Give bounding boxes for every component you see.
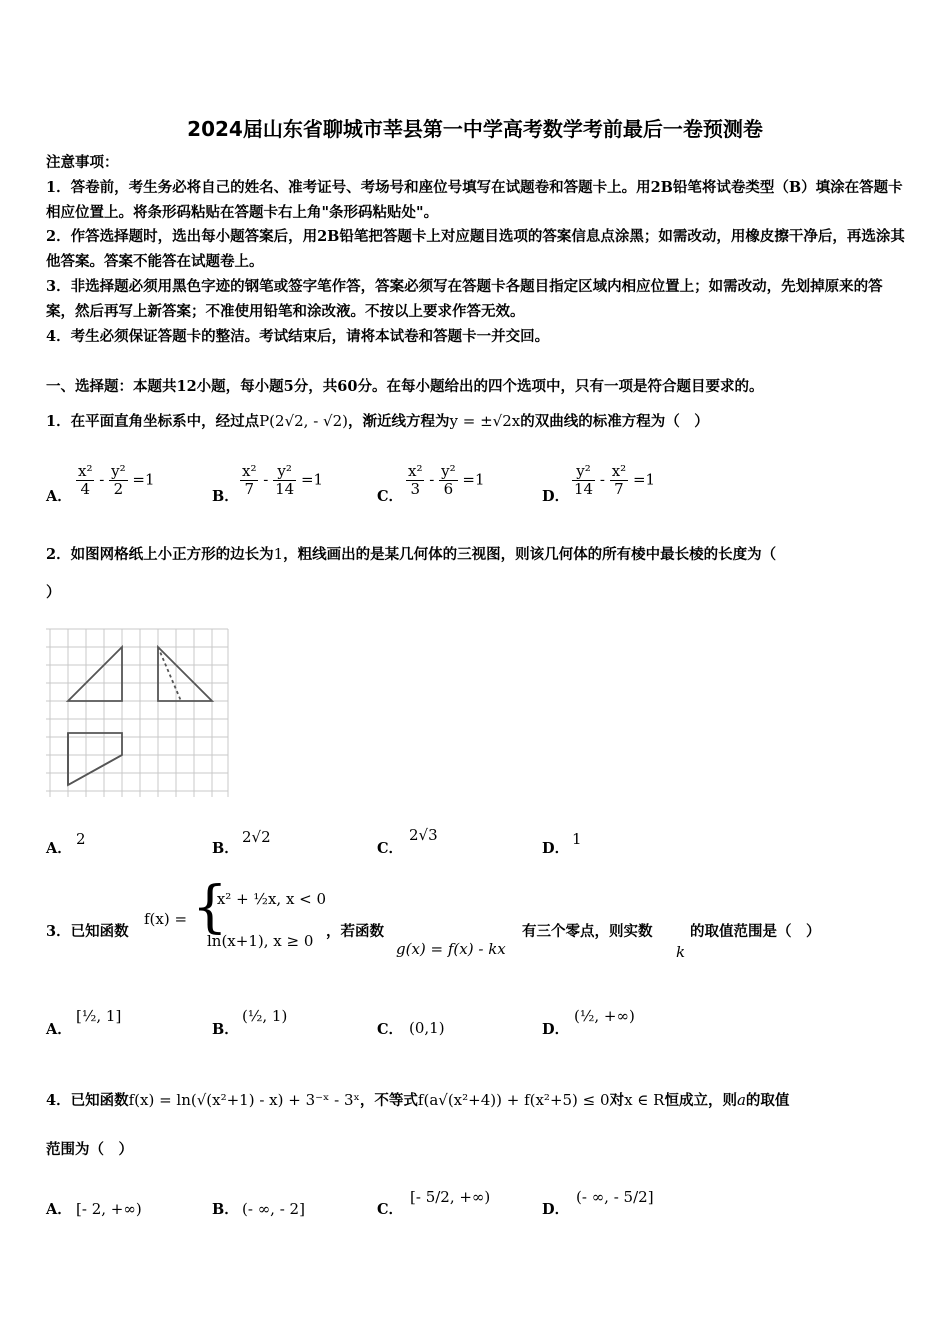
q3-g-def: g(x) = f(x) - kx [396, 940, 506, 958]
q4-a: a [736, 1091, 746, 1109]
q1-option-d[interactable]: $\frac{\text{y²}}{14}$ - $\frac{\text{x²}}{7}$ =1 [574, 462, 656, 498]
q3-case-1: - x² + ½x, x < 0 [207, 890, 327, 908]
notice-item-1: 1．答卷前，考生务必将自己的姓名、准考证号、考场号和座位号填写在试题卷和答题卡上。用2B铅笔将试卷类型（B）填涂在答题卡相应位置上。将条形码粘贴在答题卡右上角"条形码粘贴处"。 [46, 179, 903, 221]
q2-close-paren: ） [46, 584, 61, 601]
q1-option-d-label[interactable]: D． [542, 488, 570, 505]
q1-option-a-label[interactable]: A． [46, 488, 72, 505]
q4-option-c[interactable]: [- 5/2, +∞) [410, 1188, 491, 1206]
q1-asymptote: y = ±√2x [449, 412, 521, 430]
q4-option-a[interactable]: [- 2, +∞) [76, 1200, 142, 1218]
q4-domain: x ∈ R [624, 1091, 665, 1109]
section-heading: 一、选择题：本题共12小题，每小题5分，共60分。在每小题给出的四个选项中，只有一项是符合题目要求的。 [46, 378, 764, 395]
q4-function: f(x) = ln(√(x²+1) - x) + 3⁻ˣ - 3ˣ [128, 1091, 360, 1109]
q3-option-b[interactable]: (½, 1) [242, 1007, 288, 1025]
q2-text-2: ，粗线画出的是某几何体的三视图，则该几何体的所有棱中最长棱的长度为（ [283, 546, 777, 563]
q3-brace: { [192, 875, 228, 940]
notice-heading: 注意事项： [46, 154, 119, 171]
q4-inequality: f(a√(x²+4)) + f(x²+5) ≤ 0 [417, 1091, 610, 1109]
q3-option-a-label[interactable]: A． [46, 1021, 72, 1038]
notice-item-3: 3．非选择题必须用黑色字迹的钢笔或签字笔作答，答案必须写在答题卡各题目指定区域内相应位置上；如需改动，先划掉原来的答案，然后再写上新答案；不准使用铅笔和涂改液。不按以上要求作答无效。 [46, 278, 883, 320]
q1-option-b[interactable]: $\frac{\text{x²}}{7}$ - $\frac{\text{y²}}{14}$ =1 [242, 462, 324, 498]
notice-item-2: 2．作答选择题时，选出每小题答案后，用2B铅笔把答题卡上对应题目选项的答案信息点涂黑；如需改动，用橡皮擦干净后，再选涂其他答案。答案不能答在试题卷上。 [46, 228, 905, 270]
q3-option-d-label[interactable]: D． [542, 1021, 570, 1038]
q4-text-6: 范围为（ ） [46, 1141, 133, 1158]
q4-option-b-label[interactable]: B． [212, 1201, 239, 1218]
q3-option-b-label[interactable]: B． [212, 1021, 239, 1038]
q3-text-1: 3．已知函数 [46, 923, 129, 940]
q2-option-c[interactable]: 2√3 [409, 826, 438, 844]
q1-option-c-label[interactable]: C． [377, 488, 404, 505]
q3-k: k [676, 943, 686, 961]
page-title: 2024届山东省聊城市莘县第一中学高考数学考前最后一卷预测卷 [187, 117, 763, 141]
q2-option-a-label[interactable]: A． [46, 840, 72, 857]
q3-option-a[interactable]: [½, 1] [76, 1007, 122, 1025]
q3-text-2: ，若函数 [326, 923, 384, 940]
q1-option-c[interactable]: $\frac{\text{x²}}{3}$ - $\frac{\text{y²}}{6}$ =1 [408, 462, 485, 498]
q2-option-d-label[interactable]: D． [542, 840, 570, 857]
q2-unit: 1 [273, 545, 284, 563]
q4-text-1: 4．已知函数 [46, 1092, 129, 1109]
notice-item-4: 4．考生必须保证答题卡的整洁。考试结束后，请将本试卷和答题卡一并交回。 [46, 328, 550, 345]
q4-option-b[interactable]: (- ∞, - 2] [242, 1200, 305, 1218]
question-1 [46, 410, 709, 431]
q4-option-c-label[interactable]: C． [377, 1201, 404, 1218]
q2-option-c-label[interactable]: C． [377, 840, 404, 857]
q3-option-d[interactable]: (½, +∞) [574, 1007, 635, 1025]
q3-text-3: 有三个零点，则实数 [522, 923, 653, 940]
q1-text-3: 的双曲线的标准方程为（ ） [520, 413, 709, 430]
q3-case-2: ln(x+1), x ≥ 0 [207, 932, 314, 950]
q3-text-4: 的取值范围是（ ） [690, 923, 821, 940]
q4-text-3: 对 [609, 1092, 625, 1109]
q1-option-b-label[interactable]: B． [212, 488, 239, 505]
q4-text-5: 的取值 [745, 1092, 790, 1109]
q2-option-d[interactable]: 1 [572, 830, 582, 848]
q3-f-def: f(x) = [144, 910, 188, 928]
q2-text-1: 2．如图网格纸上小正方形的边长为 [46, 546, 274, 563]
q2-option-b-label[interactable]: B． [212, 840, 239, 857]
q4-option-a-label[interactable]: A． [46, 1201, 72, 1218]
q4-text-2: ，不等式 [359, 1092, 418, 1109]
q1-text-2: ，渐近线方程为 [348, 413, 450, 430]
q1-option-a[interactable]: $\frac{\text{x²}}{4}$ - $\frac{\text{y²}}{2}$ =1 [78, 462, 155, 498]
q4-text-4: 恒成立，则 [664, 1092, 737, 1109]
q1-text-1: 1．在平面直角坐标系中，经过点 [46, 413, 260, 430]
q4-option-d-label[interactable]: D． [542, 1201, 570, 1218]
front-view [68, 647, 122, 701]
q3-option-c[interactable]: (0,1) [409, 1019, 445, 1037]
q2-option-a[interactable]: 2 [76, 830, 86, 848]
side-view [158, 647, 212, 701]
q4-option-d[interactable]: (- ∞, - 5/2] [576, 1188, 654, 1206]
q1-point: P(2√2, - √2) [259, 412, 349, 430]
q3-option-c-label[interactable]: C． [377, 1021, 404, 1038]
question-4 [46, 1089, 789, 1110]
three-view-figure [46, 625, 231, 800]
question-2 [46, 543, 776, 564]
q2-option-b[interactable]: 2√2 [242, 828, 271, 846]
